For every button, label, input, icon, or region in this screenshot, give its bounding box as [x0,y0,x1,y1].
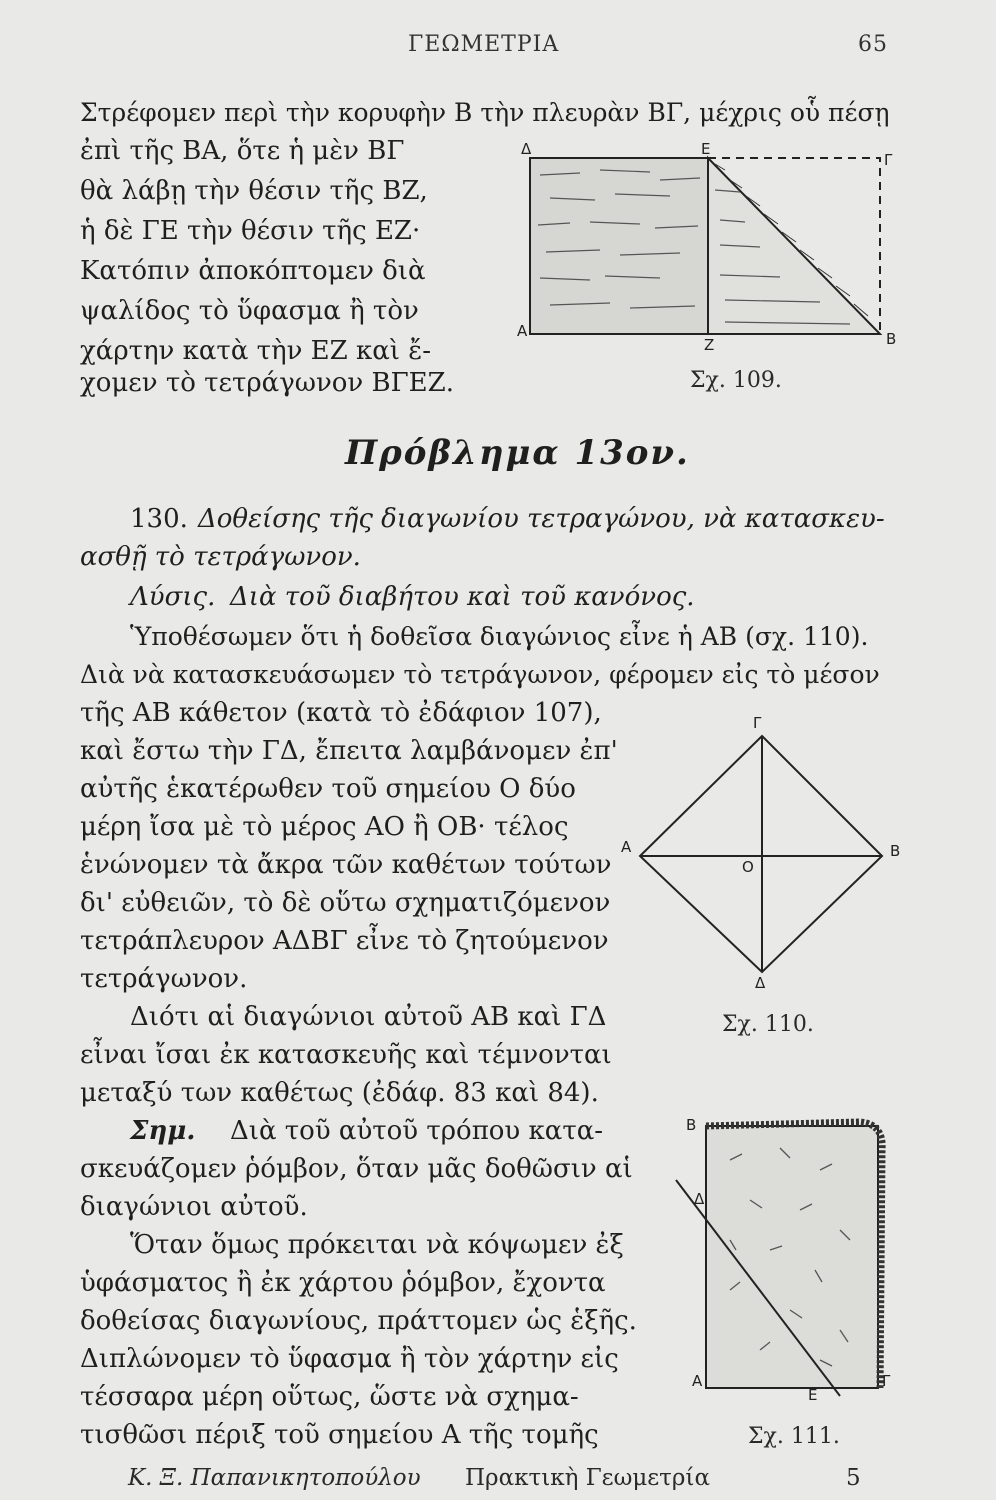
fig109-label-b: Β [886,330,897,348]
problem-statement-2: ασθῇ τὸ τετράγωνον. [80,542,361,572]
footer-author: Κ. Ξ. Παπανικητοπούλου [128,1465,421,1491]
note-label: Σημ. [130,1116,196,1146]
fig111-label-g: Γ [882,1372,891,1390]
problem-statement-1: Δοθείσης τῆς διαγωνίου τετραγώνου, νὰ κατασκευ- [198,504,885,534]
section1-line-1: ἐπὶ τῆς ΒΑ, ὅτε ἡ μὲν ΒΓ [80,136,405,166]
note-line-3: διαγώνιοι αὐτοῦ. [80,1192,308,1222]
fig110-label-o: Ο [742,858,754,876]
figure-110 [620,720,900,980]
problem-line-9: Διότι αἱ διαγώνιοι αὐτοῦ ΑΒ καὶ ΓΔ [130,1002,607,1032]
fig111-label-d: Δ [694,1190,705,1208]
fig110-label-g: Γ [753,714,762,732]
running-header-title: ΓΕΩΜΕΤΡΙΑ [408,32,560,57]
para-last-line-4: Διπλώνομεν τὸ ὕφασμα ἢ τὸν χάρτην εἰς [80,1344,619,1374]
section1-line-full: Στρέφομεν περὶ τὴν κορυφὴν Β τὴν πλευρὰν ΒΓ, μέχρις οὗ πέσῃ [80,98,890,127]
fig109-caption: Σχ. 109. [690,368,782,393]
section1-line-7: χομεν τὸ τετράγωνον ΒΓΕΖ. [80,368,454,398]
fig110-caption: Σχ. 110. [722,1012,814,1037]
folded-square [706,1126,878,1388]
para-last-line-1: Ὅταν ὅμως πρόκειται νὰ κόψωμεν ἐξ [130,1230,624,1260]
fig111-label-b: Β [686,1116,697,1134]
note-line-1: Διὰ τοῦ αὐτοῦ τρόπου κατα- [230,1116,604,1146]
problem-line-11: μεταξύ των καθέτως (ἐδάφ. 83 καὶ 84). [80,1078,599,1108]
fig111-caption: Σχ. 111. [748,1424,840,1449]
fig109-label-d: Δ [521,140,532,158]
section1-line-3: ἡ δὲ ΓΕ τὴν θέσιν τῆς ΕΖ· [80,216,421,246]
fig109-label-e: Ε [701,140,711,158]
problem-full-line-2: Διὰ νὰ κατασκευάσωμεν τὸ τετράγωνον, φέρομεν εἰς τὸ μέσον [80,660,880,689]
para-last-line-3: δοθείσας διαγωνίους, πράττομεν ὡς ἑξῆς. [80,1306,637,1336]
problem-title: Πρόβλημα 13ον. [345,433,690,473]
fig111-label-a: Α [692,1372,703,1390]
para-last-line-5: τέσσαρα μέρη οὕτως, ὥστε νὰ σχημα- [80,1382,579,1412]
fabric-square [530,158,708,334]
fig111-label-e: Ε [808,1386,818,1404]
problem-line-3: αὐτῆς ἑκατέρωθεν τοῦ σημείου Ο δύο [80,774,576,804]
fig110-label-d: Δ [755,974,766,992]
fig109-label-a: Α [517,322,528,340]
problem-number: 130. [130,504,188,534]
problem-line-1: τῆς ΑΒ κάθετον (κατὰ τὸ ἐδάφιον 107), [80,698,602,728]
section1-line-6: χάρτην κατὰ τὴν ΕΖ καὶ ἔ- [80,336,431,366]
solution-label: Λύσις. [130,582,216,612]
problem-line-8: τετράγωνον. [80,964,248,994]
problem-full-line-1: Ὑποθέσωμεν ὅτι ἡ δοθεῖσα διαγώνιος εἶνε ἡ ΑΒ (σχ. 110). [130,622,869,651]
problem-line-7: τετράπλευρον ΑΔΒΓ εἶνε τὸ ζητούμενον [80,926,609,956]
fig109-label-z: Ζ [704,336,715,354]
figure-109 [520,150,900,350]
fig110-label-a: Α [621,838,632,856]
para-last-line-2: ὑφάσματος ἢ ἐκ χάρτου ῥόμβον, ἔχοντα [80,1268,606,1298]
figure-111 [670,1110,900,1400]
fig110-label-b: Β [890,842,901,860]
problem-line-5: ἑνώνομεν τὰ ἄκρα τῶν καθέτων τούτων [80,850,612,880]
problem-line-6: δι' εὐθειῶν, τὸ δὲ οὕτω σχηματιζόμενον [80,888,611,918]
page-number: 65 [858,32,888,57]
footer-signature: 5 [846,1465,861,1491]
section1-line-2: θὰ λάβῃ τὴν θέσιν τῆς ΒΖ, [80,176,428,206]
footer-book-title: Πρακτικὴ Γεωμετρία [465,1465,710,1491]
note-line-2: σκευάζομεν ῥόμβον, ὅταν μᾶς δοθῶσιν αἱ [80,1154,633,1184]
section1-line-4: Κατόπιν ἀποκόπτομεν διὰ [80,256,426,286]
solution-text: Διὰ τοῦ διαβήτου καὶ τοῦ κανόνος. [230,582,695,612]
problem-line-2: καὶ ἔστω τὴν ΓΔ, ἔπειτα λαμβάνομεν ἐπ' [80,736,618,766]
problem-line-4: μέρη ἴσα μὲ τὸ μέρος ΑΟ ἢ ΟΒ· τέλος [80,812,569,842]
problem-line-10: εἶναι ἴσαι ἐκ κατασκευῆς καὶ τέμνονται [80,1040,612,1070]
para-last-line-6: τισθῶσι πέριξ τοῦ σημείου Α τῆς τομῆς [80,1420,599,1450]
fig109-label-g: Γ [884,151,893,169]
section1-line-5: ψαλίδος τὸ ὕφασμα ἢ τὸν [80,296,419,326]
